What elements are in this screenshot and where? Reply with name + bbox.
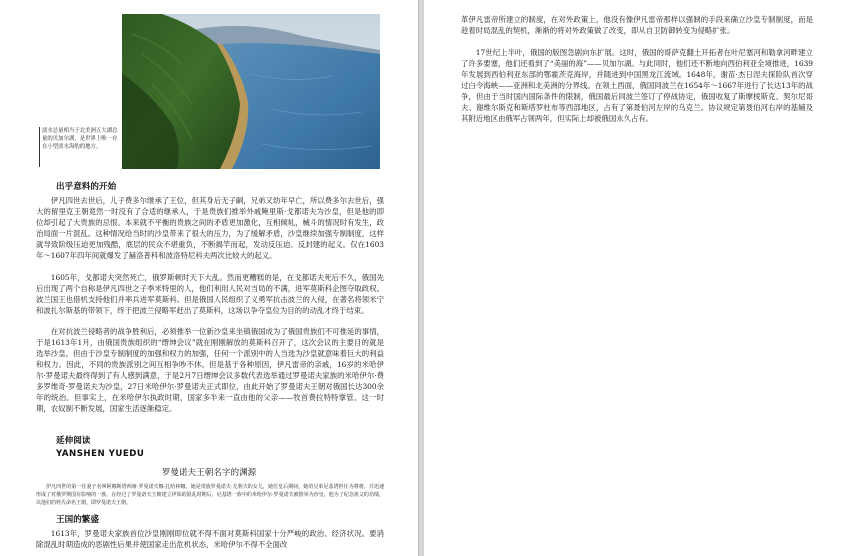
right-page <box>424 0 843 556</box>
body-paragraph: 17世纪上半叶，俄国的版图急剧向东扩展。这时，俄国的哥萨克翻土开拓者在叶尼塞河和勒拿河畔建立了许多要塞，他们还看到了“美丽的海”——贝加尔湖。与此同时，他们还不断地向西伯利亚全境推进，1639年发展到西伯利亚东部的鄂霍茨克海岸，并随进到中国黑龙江流域。1648年，谢苗·杰日涅夫探险队首次穿过白令海峡——亚洲和北美洲的分界线。在领土西面，俄国同波兰在1654年～1667年进行了长达13年的战争，但由于当时国内国际条件的限制，俄国最后同波兰签订了停战协定，俄国收复了斯摩棱斯克、契尔尼哥夫、谢维尔斯克和斯塔罗杜布等西部地区，占有了第聂伯河左岸的乌克兰。协议规定第聂伯河右岸的基辅及其附近地区由俄军占领两年，但实际上却被俄国永久占有。 <box>461 48 813 123</box>
left-page <box>0 0 418 556</box>
lake-baikal-photo <box>122 14 380 169</box>
extended-reading-pinyin: YANSHEN YUEDU <box>56 449 145 459</box>
body-paragraph: 1613年，罗曼诺夫家族首位沙皇刚刚即位就不得不面对莫斯科国家十分严峻的政治、经济状况。要消除混乱时期造成的恶剧性后果并使国家走出危机状态，米哈伊尔不得不全面改 <box>36 529 384 549</box>
body-paragraph: 1605年，戈都诺夫突然死亡，俄罗斯顿时天下大乱。然而更糟糕的是，在戈都诺夫死后不久，俄国先后出现了两个自称是伊凡四世之子季米特里的人，他们利用人民对当局的不满，进军莫斯科企图夺取政权。波兰国王也借机支持他们并率兵进军莫斯科。但是俄国人民组织了义勇军抗击波兰的入侵，在著名将领米宁和波扎尔斯基的带领下，终于把波兰侵略军赶出了莫斯科，这场以争夺皇位为目的的动乱才终于结束。 <box>36 273 384 315</box>
body-paragraph: 在对抗波兰侵略者的战争胜利后，必须推举一位新沙皇来坐镇俄国成为了俄国贵族们不可推延的事情，于是1613年1月，由俄国贵族组织的“缙绅会议”就在刚刚解放的莫斯科召开了，这次会议的主要目的就是选举沙皇。但由于沙皇专制制度的加强和权力的加强，任何一个派别中的人当选为沙皇就意味着巨大的利益和权力。因此，不同的贵族派别之间互相争吵不休。但是基于各种原因，伊凡雷帝的亲戚，16岁的米哈伊尔·罗曼诺夫最终得到了有人感到满意，于是2月7日缙绅会议多数代表选举通过罗曼诺夫家族的米哈伊尔·费多罗维奇·罗曼诺夫为沙皇，27日米哈伊尔·罗曼诺夫正式即位，由此开始了罗曼诺夫王朝对俄国长达300余年的统治。但事实上，在米哈伊尔执政时期，国家多半来一直由他的父亲——牧首费拉特特掌管。这一时期，农奴制不断发展，国家生活逐渐稳定。 <box>36 327 384 413</box>
section-heading: 出乎意料的开始 <box>56 182 117 192</box>
body-paragraph: 革伊凡雷帝所建立的制度，在对外政策上，他没有像伊凡雷帝那样以强制的手段来确立沙皇专制制度，而是趁着时局混乱的契机，渐渐的将对外政策做了改变，即从自卫防御转变为侵略扩张。 <box>461 15 813 35</box>
reading-box-text: 伊凡四世的第一任妻子名叫阿娜斯塔西娅·罗曼诺夫娜·扎哈林娜，她是贵族罗曼诺夫·尤利夫的女儿，她任皇后期间，她的兄弟尼基塔担任为将将，并迅速形成了对俄罗斯国有影响的一族。在经过了罗曼诺夫王朝建立伊始的混乱时期后，尼基塔一族中的米哈伊尔·罗曼诺夫被推举为沙皇，他为了纪念祖父的功绩，以他们的姓氏命名王朝，即罗曼诺夫王朝。 <box>36 484 384 506</box>
reading-box-title: 罗曼诺夫王朝名字的渊源 <box>161 468 257 478</box>
photo-caption: 淡水总量相当于北美洲五大湖总量的贝加尔湖，是世界上唯一存在小型淡水海豹的地方。 <box>42 128 118 150</box>
section-heading: 王国的繁盛 <box>56 515 99 525</box>
extended-reading-heading: 延伸阅读 <box>56 436 91 446</box>
body-paragraph: 伊凡四世去世后，儿子费多尔继承了王位，但其身后无子嗣，兄弟又幼年早亡，所以费多尔去世后，强大的留里克王朝竟然一时没有了合适的继承人，于是贵族们推举外戚鲍里斯·戈都诺夫为沙皇，但是他的即位却引起了大贵族的忌恨。本来就不平衡的贵族之间的矛盾更加激化，互相倾轧，械斗的情况时有发生，政治局面一片混乱。这种情况给当时的沙皇带来了很大的压力，为了缓解矛盾，沙皇继续加强专制制度，这样就导致阶级压迫更加残酷，底层的民众不堪重负，不断揭竿而起，发动反压迫、反封建的起义。仅在1603年～1607年四年间就爆发了赫洛普科和波洛特尼科夫两次比较大的起义。 <box>36 196 384 260</box>
